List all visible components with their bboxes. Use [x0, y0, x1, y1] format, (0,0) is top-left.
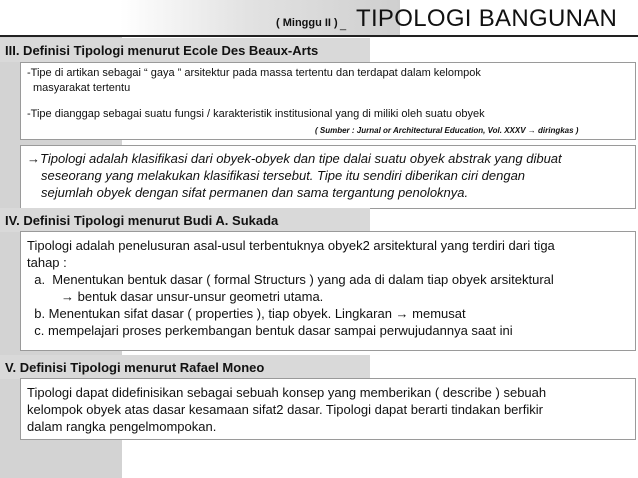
- section3-box: [20, 62, 636, 140]
- section5-heading: V. Definisi Tipologi menurut Rafael Moneo: [5, 360, 265, 375]
- page-title: TIPOLOGI BANGUNAN: [356, 5, 618, 32]
- section4-line4: [61, 289, 323, 306]
- section5-line2: kelompok obyek atas dasar kesamaan sifat2 dasar. Tipologi dapat berarti tindakan berfikir: [27, 402, 543, 417]
- source-arrow-icon: →: [527, 126, 536, 135]
- section3-item1-line1: -Tipe di artikan sebagai “ gaya ” arsitektur pada massa tertentu dan terdapat dalam kelompok: [27, 67, 481, 79]
- line5-suffix: memusat: [408, 306, 466, 321]
- section3-italic-line1: [27, 150, 562, 167]
- line5-prefix: b. Menentukan sifat dasar ( properties ), tiap obyek. Lingkaran: [27, 306, 396, 321]
- section3-italic-box: [20, 145, 636, 209]
- section4-line5: [27, 306, 466, 323]
- source-prefix: ( Sumber : Jurnal or Architectural Education, Vol. XXXV: [315, 126, 528, 135]
- line4-arrow-icon: →: [61, 289, 74, 304]
- section4-line1: Tipologi adalah penelusuran asal-usul terbentuknya obyek2 arsitektural yang terdiri dari tiga: [27, 238, 555, 253]
- section3-italic-line3: sejumlah obyek dengan sifat permanen dan sama tergantung penoloknya.: [41, 185, 469, 200]
- week-label: ( Minggu II ): [276, 17, 338, 29]
- section3-italic-line2: seseorang yang melakukan klasifikasi tersebut. Tipe itu sendiri diberikan ciri dengan: [41, 168, 526, 183]
- title-bar: [0, 0, 638, 36]
- title-divider: [0, 35, 638, 37]
- section3-item1-line2: masyarakat tertentu: [33, 82, 131, 94]
- section4-heading: IV. Definisi Tipologi menurut Budi A. Sukada: [5, 213, 279, 228]
- source-suffix: diringkas ): [535, 126, 579, 135]
- title-underscore: _: [340, 19, 347, 31]
- section3-source: [315, 126, 578, 135]
- section3-heading: III. Definisi Tipologi menurut Ecole Des Beaux-Arts: [5, 43, 319, 58]
- line5-arrow-icon: →: [395, 306, 409, 321]
- section5-line1: Tipologi dapat didefinisikan sebagai sebuah konsep yang memberikan ( describe ) sebuah: [27, 385, 547, 400]
- section5-line3: dalam rangka pengelmompokan.: [27, 419, 217, 434]
- italic-arrow-icon: →: [27, 151, 40, 166]
- section4-line3: a. Menentukan bentuk dasar ( formal Structurs ) yang ada di dalam tiap obyek arsitektural: [27, 272, 554, 287]
- section4-box: [20, 231, 636, 351]
- line4-text: bentuk dasar unsur-unsur geometri utama.: [74, 289, 324, 304]
- section5-box: [20, 378, 636, 440]
- section4-line6: c. mempelajari proses perkembangan bentuk dasar sampai perwujudannya saat ini: [27, 323, 513, 338]
- italic-line1-text: Tipologi adalah klasifikasi dari obyek-obyek dan tipe dalai suatu obyek abstrak yang dibuat: [40, 151, 562, 166]
- section3-item2: -Tipe dianggap sebagai suatu fungsi / karakteristik institusional yang di miliki oleh suatu obyek: [27, 108, 485, 120]
- section4-line2: tahap :: [27, 255, 67, 270]
